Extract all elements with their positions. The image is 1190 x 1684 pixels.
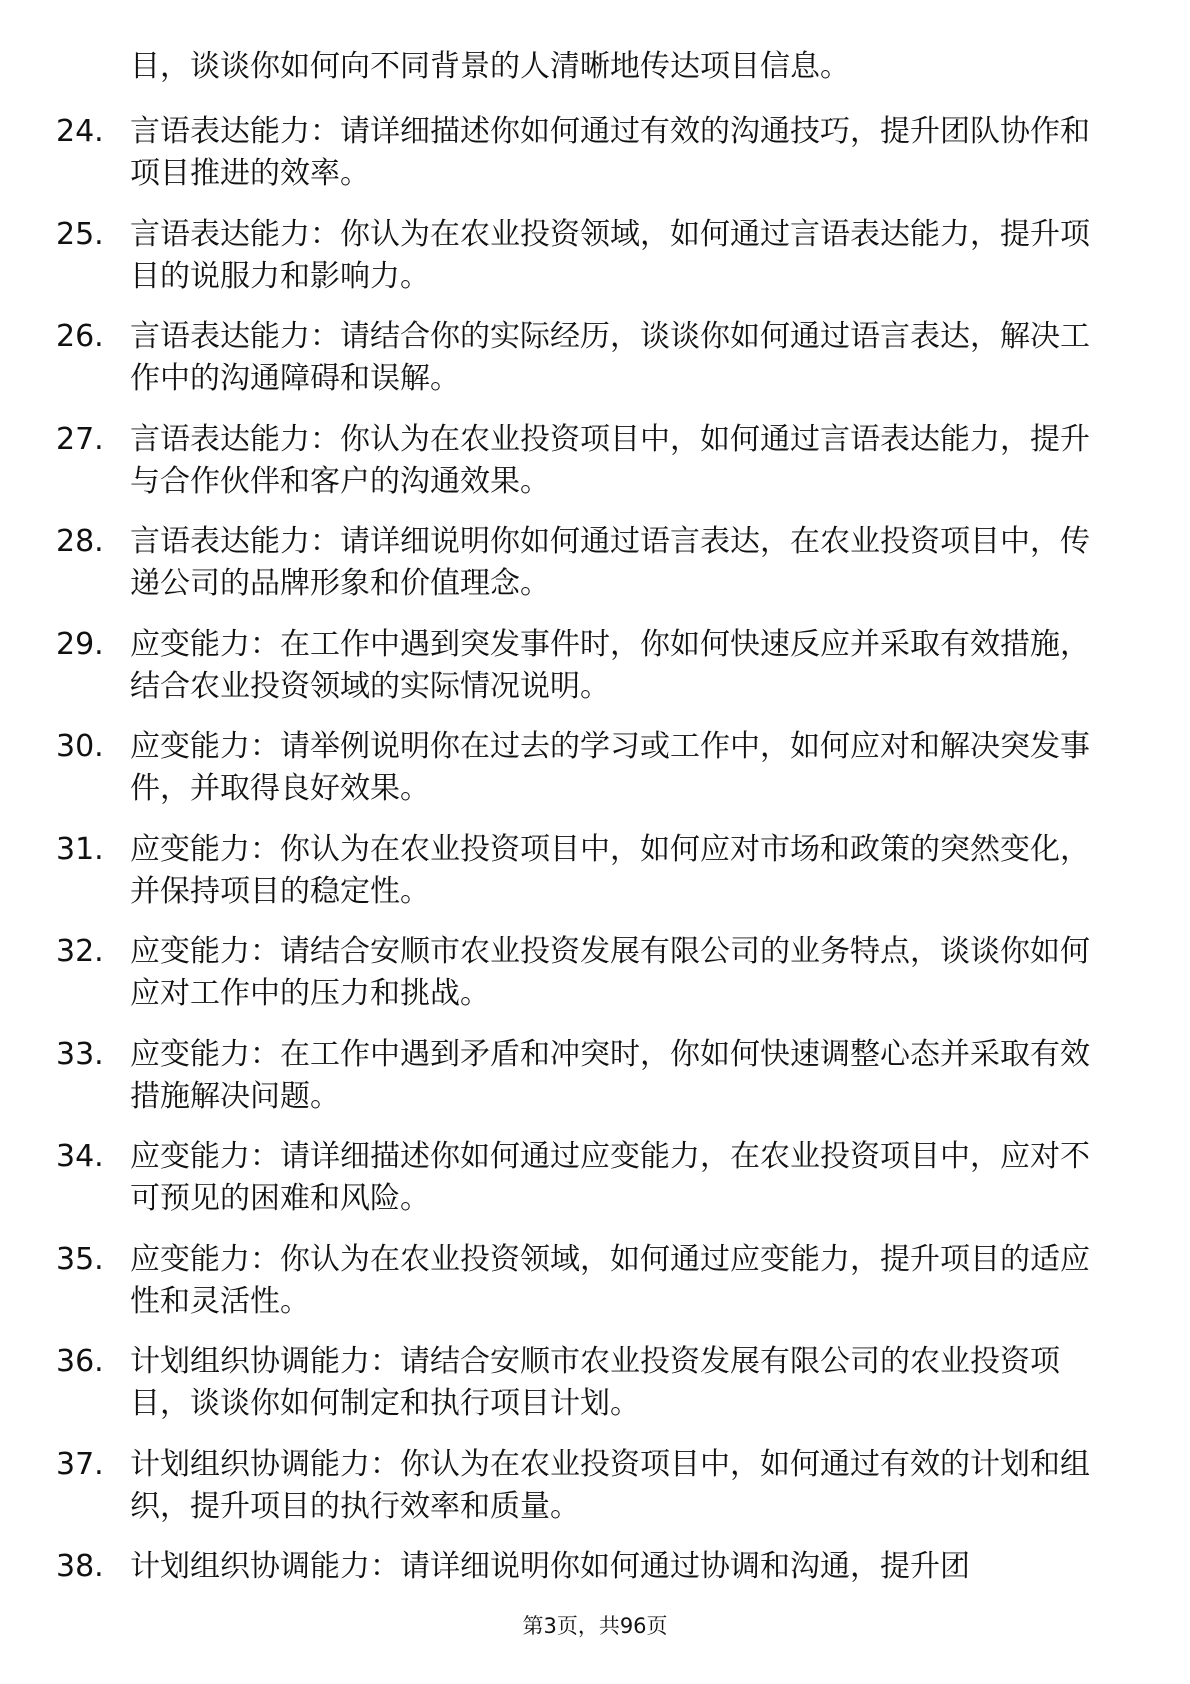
item-number: 28. [56,524,104,559]
item-text: 应变能力：你认为在农业投资项目中，如何应对市场和政策的突然变化，并保持项目的稳定性。 [130,831,1090,909]
item-number: 27. [56,421,104,457]
item-number: 36. [56,1344,104,1379]
item-text: 应变能力：你认为在农业投资领域，如何通过应变能力，提升项目的适应性和灵活性。 [130,1241,1090,1319]
item-number: 31. [56,831,104,867]
item-text: 计划组织协调能力：你认为在农业投资项目中，如何通过有效的计划和组织，提升项目的执行效率和质量。 [130,1446,1090,1524]
item-text: 言语表达能力：请详细描述你如何通过有效的沟通技巧，提升团队协作和项目推进的效率。 [130,114,1090,191]
list-item [56,1546,1136,1588]
list-item [56,521,1136,605]
list-item [56,829,1136,913]
question-list [56,111,1136,1607]
list-item [56,1239,1136,1323]
item-text: 计划组织协调能力：请详细说明你如何通过协调和沟通，提升团 [130,1549,970,1584]
item-number: 25. [56,216,104,252]
item-text: 言语表达能力：请详细说明你如何通过语言表达，在农业投资项目中，传递公司的品牌形象和价值理念。 [130,524,1090,601]
item-text: 应变能力：请详细描述你如何通过应变能力，在农业投资项目中，应对不可预见的困难和风险。 [130,1139,1090,1216]
item-number: 26. [56,319,104,354]
item-text: 应变能力：请结合安顺市农业投资发展有限公司的业务特点，谈谈你如何应对工作中的压力和挑战。 [130,934,1090,1011]
list-item [56,931,1136,1015]
page-footer: 第3页，共96页 [522,1614,668,1638]
continued-paragraph: 目，谈谈你如何向不同背景的人清晰地传达项目信息。 [130,49,850,84]
list-item [56,419,1136,503]
item-text: 言语表达能力：你认为在农业投资项目中，如何通过言语表达能力，提升与合作伙伴和客户的沟通效果。 [130,421,1090,499]
item-number: 34. [56,1139,104,1174]
item-text: 言语表达能力：你认为在农业投资领域，如何通过言语表达能力，提升项目的说服力和影响力。 [130,216,1090,294]
list-item [56,1341,1136,1425]
item-number: 24. [56,114,104,149]
item-number: 32. [56,934,104,969]
item-text: 应变能力：在工作中遇到矛盾和冲突时，你如何快速调整心态并采取有效措施解决问题。 [130,1036,1090,1114]
item-number: 30. [56,729,104,764]
item-text: 计划组织协调能力：请结合安顺市农业投资发展有限公司的农业投资项目，谈谈你如何制定和执行项目计划。 [130,1344,1060,1421]
list-item [56,1444,1136,1528]
item-text: 言语表达能力：请结合你的实际经历，谈谈你如何通过语言表达，解决工作中的沟通障碍和误解。 [130,319,1090,396]
item-number: 33. [56,1036,104,1072]
list-item [56,726,1136,810]
item-number: 38. [56,1549,104,1584]
item-number: 37. [56,1446,104,1482]
list-item [56,111,1136,195]
list-item [56,316,1136,400]
list-item [56,214,1136,298]
item-text: 应变能力：在工作中遇到突发事件时，你如何快速反应并采取有效措施，结合农业投资领域的实际情况说明。 [130,626,1090,704]
list-item [56,1136,1136,1220]
item-number: 29. [56,626,104,662]
item-number: 35. [56,1241,104,1277]
list-item [56,1034,1136,1118]
list-item [56,624,1136,708]
item-text: 应变能力：请举例说明你在过去的学习或工作中，如何应对和解决突发事件，并取得良好效果。 [130,729,1090,806]
